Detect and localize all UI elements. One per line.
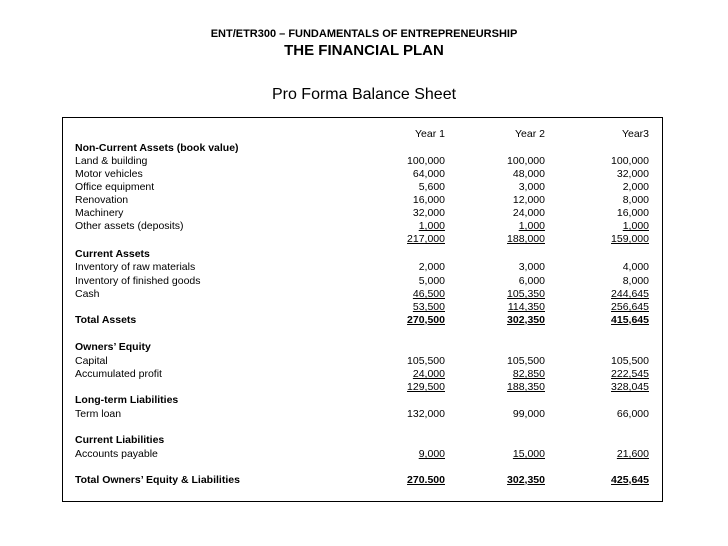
balance-sheet-table: [62, 117, 663, 502]
cell-year2: 6,000: [518, 275, 545, 287]
course-title: ENT/ETR300 – FUNDAMENTALS OF ENTREPRENEURSHIP: [210, 28, 518, 40]
cell-year3: 4,000: [622, 261, 649, 273]
row-label: Accumulated profit: [75, 368, 162, 380]
cell-year1: 46,500: [412, 288, 445, 300]
plan-title: THE FINANCIAL PLAN: [284, 42, 444, 59]
cell-year2: 82,850: [512, 368, 545, 380]
cell-year3: 105,500: [611, 355, 649, 367]
table-row: [63, 408, 664, 421]
table-row: [63, 207, 664, 220]
table-row: [63, 368, 664, 381]
row-label: Long-term Liabilities: [75, 394, 179, 406]
cell-year1: 129,500: [407, 381, 445, 393]
row-label: Inventory of raw materials: [75, 261, 196, 273]
section-heading: [63, 341, 664, 354]
row-label: Owners’ Equity: [75, 341, 151, 353]
row-label: Non-Current Assets (book value): [75, 142, 239, 154]
cell-year1: 53,500: [412, 301, 445, 313]
cell-year3: 415,645: [611, 314, 649, 326]
cell-year2: 188,350: [507, 381, 545, 393]
cell-year1: 32,000: [412, 207, 445, 219]
cell-year2: 302,350: [507, 474, 545, 486]
cell-year1: 9,000: [418, 448, 445, 460]
column-header-year3: Year3: [621, 128, 649, 140]
table-row: [63, 181, 664, 194]
cell-year3: 2,000: [622, 181, 649, 193]
cell-year2: 99,000: [512, 408, 545, 420]
cell-year3: 425,645: [611, 474, 649, 486]
subtotal-row: [63, 301, 664, 314]
row-label: Capital: [75, 355, 108, 367]
cell-year3: 8,000: [622, 275, 649, 287]
total-assets-row: [63, 314, 664, 327]
row-label: Motor vehicles: [75, 168, 143, 180]
table-row: [63, 355, 664, 368]
cell-year2: 3,000: [518, 181, 545, 193]
row-label: Total Owners’ Equity & Liabilities: [75, 474, 240, 486]
cell-year2: 15,000: [512, 448, 545, 460]
table-row: [63, 155, 664, 168]
cell-year1: 100,000: [407, 155, 445, 167]
subtotal-row: [63, 381, 664, 394]
cell-year3: 1,000: [622, 220, 649, 232]
cell-year1: 16,000: [412, 194, 445, 206]
row-label: Machinery: [75, 207, 124, 219]
table-row: [63, 220, 664, 233]
cell-year3: 244,645: [611, 288, 649, 300]
cell-year1: 5,000: [418, 275, 445, 287]
row-label: Cash: [75, 288, 100, 300]
cell-year2: 48,000: [512, 168, 545, 180]
table-row: [63, 448, 664, 461]
sheet-title: Pro Forma Balance Sheet: [271, 86, 457, 103]
row-label: Accounts payable: [75, 448, 158, 460]
cell-year3: 256,645: [611, 301, 649, 313]
cell-year2: 105,500: [507, 355, 545, 367]
section-heading: [63, 142, 664, 155]
table-row: [63, 275, 664, 288]
cell-year1: 24,000: [412, 368, 445, 380]
table-row: [63, 168, 664, 181]
cell-year2: 12,000: [512, 194, 545, 206]
cell-year1: 1,000: [418, 220, 445, 232]
cell-year3: 66,000: [616, 408, 649, 420]
cell-year1: 2,000: [418, 261, 445, 273]
row-label: Office equipment: [75, 181, 155, 193]
cell-year1: 5,600: [418, 181, 445, 193]
cell-year3: 16,000: [616, 207, 649, 219]
column-header-row: [63, 128, 664, 141]
row-label: Current Liabilities: [75, 434, 165, 446]
cell-year3: 21,600: [616, 448, 649, 460]
cell-year3: 32,000: [616, 168, 649, 180]
section-heading: [63, 248, 664, 261]
total-equity-liabilities-row: [63, 474, 664, 487]
row-label: Current Assets: [75, 248, 150, 260]
row-label: Inventory of finished goods: [75, 275, 201, 287]
cell-year3: 8,000: [622, 194, 649, 206]
column-header-year2: Year 2: [515, 128, 545, 140]
row-label: Renovation: [75, 194, 129, 206]
row-label: Total Assets: [75, 314, 137, 326]
row-label: Other assets (deposits): [75, 220, 184, 232]
row-label: Term loan: [75, 408, 122, 420]
cell-year3: 328,045: [611, 381, 649, 393]
cell-year1: 270,500: [407, 314, 445, 326]
section-heading: [63, 434, 664, 447]
cell-year1: 132,000: [407, 408, 445, 420]
cell-year1: 270.500: [407, 474, 445, 486]
section-heading: [63, 394, 664, 407]
column-header-year1: Year 1: [415, 128, 445, 140]
cell-year1: 105,500: [407, 355, 445, 367]
cell-year2: 24,000: [512, 207, 545, 219]
cell-year3: 159,000: [611, 233, 649, 245]
row-label: Land & building: [75, 155, 148, 167]
cell-year2: 100,000: [507, 155, 545, 167]
table-row: [63, 194, 664, 207]
table-row: [63, 288, 664, 301]
cell-year1: 64,000: [412, 168, 445, 180]
cell-year2: 1,000: [518, 220, 545, 232]
cell-year2: 105,350: [507, 288, 545, 300]
cell-year1: 217,000: [407, 233, 445, 245]
cell-year2: 3,000: [518, 261, 545, 273]
cell-year3: 100,000: [611, 155, 649, 167]
table-row: [63, 261, 664, 274]
cell-year3: 222,545: [611, 368, 649, 380]
subtotal-row: [63, 233, 664, 246]
cell-year2: 114,350: [507, 301, 545, 313]
cell-year2: 302,350: [507, 314, 545, 326]
cell-year2: 188,000: [507, 233, 545, 245]
